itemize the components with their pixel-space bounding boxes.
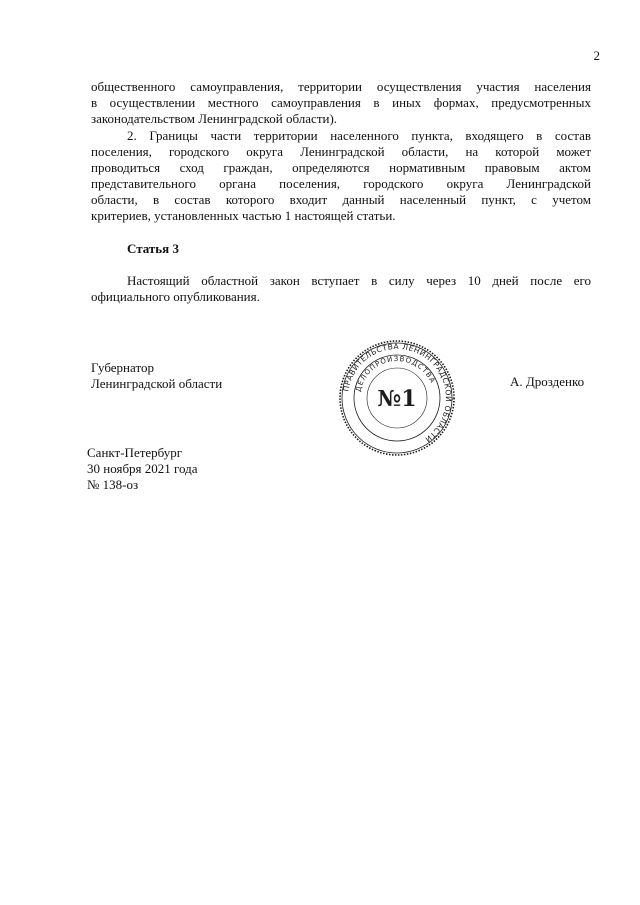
paragraph-2-line: проводиться сход граждан, определяются нормативным правовым актом [91,160,591,175]
signatory-title-line2: Ленинградской области [91,376,223,391]
paragraph-3 [91,273,591,305]
footer-date: 30 ноября 2021 года [87,461,198,476]
paragraph-3-line: официального опубликования. [91,289,260,304]
stamp-seal-graphic [337,338,457,458]
paragraph-2 [91,128,591,224]
page-number: 2 [593,48,600,63]
document-footer [87,445,198,493]
footer-law-number: № 138-оз [87,477,139,492]
official-stamp [337,338,457,458]
stamp-outer-text: ПРАВИТЕЛЬСТВА ЛЕНИНГРАДСКОЙ ОБЛАСТИ [341,341,454,445]
paragraph-1-line: общественного самоуправления, территории осуществления участия населения [91,79,591,94]
paragraph-1-line: законодательством Ленинградской области). [91,111,338,126]
paragraph-2-line: представительного органа поселения, городского округа Ленинградской [91,176,591,191]
stamp-number: №1 [377,386,417,412]
signatory-title [91,360,222,392]
paragraph-3-line: Настоящий областной закон вступает в силу через 10 дней после его [127,273,591,288]
paragraph-2-line: критериев, установленных частью 1 настоящей статьи. [91,208,396,223]
paragraph-1 [91,79,591,127]
stamp-inner-text: ДЕЛОПРОИЗВОДСТВА [354,354,437,393]
article-heading: Статья 3 [127,241,179,256]
paragraph-1-line: в осуществлении местного самоуправления в иных формах, предусмотренных [91,95,591,110]
signatory-name: А. Дрозденко [510,374,585,389]
signatory-title-line1: Губернатор [91,360,154,375]
paragraph-2-line: области, в состав которого входит данный населенный пункт, с учетом [91,192,591,207]
paragraph-2-line: поселения, городского округа Ленинградской области, на которой может [91,144,591,159]
paragraph-2-line: 2. Границы части территории населенного пункта, входящего в состав [127,128,591,143]
footer-city: Санкт-Петербург [87,445,183,460]
